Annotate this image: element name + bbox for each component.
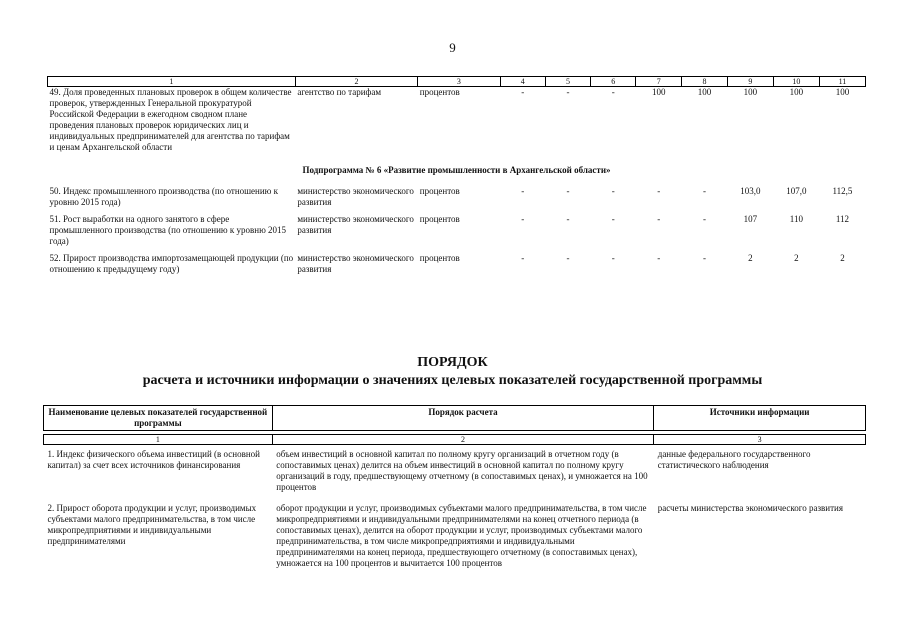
indicator-value: - xyxy=(566,214,570,224)
indicator-name: 1. Индекс физического объема инвестиций (в основной капитал) за счет всех источников финансирования xyxy=(47,449,260,470)
indicator-name: 2. Прирост оборота продукции и услуг, производимых субъектами малого предпринимательства, в том числе микропредприятиями и индивидуальными предпринимателями xyxy=(47,503,257,546)
page-number: 9 xyxy=(449,40,456,55)
calculation-method: оборот продукции и услуг, производимых субъектами малого предпринимательства, в том числе микропредприятиями и индивидуальными предпринимателями на конец отчетного периода (в сопоставимых ценах), делится на оборот продукции и услуг, производимых субъектами малого предпринимательства, в том числе микропредприятиями и индивидуальными предпринимателями на конец периода, предшествующего отчетному (в сопоставимых ценах), умножается на 100 процентов и вычитается 100 процентов xyxy=(276,503,647,568)
col-number: 3 xyxy=(654,435,866,445)
indicator-value: - xyxy=(702,253,706,263)
subprogram-title: Подпрограмма № 6 «Развитие промышленности в Архангельской области» xyxy=(302,165,611,175)
indicator-value: - xyxy=(566,253,570,263)
indicator-value: - xyxy=(657,186,661,196)
executor: министерство экономического развития xyxy=(297,214,414,235)
indicator-value: 100 xyxy=(697,87,712,97)
col-number: 6 xyxy=(591,77,636,87)
indicator-value: 107 xyxy=(743,214,758,224)
indicator-value: 107,0 xyxy=(786,186,807,196)
unit: процентов xyxy=(419,214,460,224)
col-number: 3 xyxy=(418,77,500,87)
executor: агентство по тарифам xyxy=(297,87,382,97)
information-source: расчеты министерства экономического развития xyxy=(657,503,843,513)
indicator-value: - xyxy=(566,186,570,196)
indicator-value: - xyxy=(702,186,706,196)
indicator-value: - xyxy=(702,214,706,224)
indicator-value: 103,0 xyxy=(740,186,761,196)
col-number: 4 xyxy=(500,77,545,87)
column-number-row xyxy=(44,435,866,445)
col-number: 1 xyxy=(48,77,296,87)
col-number: 1 xyxy=(44,435,273,445)
indicator-value: 2 xyxy=(794,253,799,263)
indicator-name: 50. Индекс промышленного производства (по отношению к уровню 2015 года) xyxy=(49,186,279,207)
indicator-value: - xyxy=(611,253,615,263)
header-method: Порядок расчета xyxy=(272,406,653,431)
indicator-value: 100 xyxy=(652,87,666,97)
table-row xyxy=(48,253,866,281)
executor: министерство экономического развития xyxy=(297,186,414,207)
indicator-value: - xyxy=(566,87,570,97)
col-number: 10 xyxy=(773,77,819,87)
unit: процентов xyxy=(419,186,460,196)
header-indicator: Наименование целевых показателей государственной программы xyxy=(44,406,273,431)
table-row xyxy=(48,214,866,253)
indicator-value: - xyxy=(657,253,661,263)
column-number-row xyxy=(48,77,866,87)
indicator-value: - xyxy=(657,214,661,224)
indicator-value: 2 xyxy=(748,253,753,263)
calculation-table xyxy=(43,405,866,575)
col-number: 8 xyxy=(682,77,728,87)
section-subtitle: расчета и источники информации о значениях целевых показателей государственной программы xyxy=(142,373,763,388)
information-source: данные федерального государственного статистического наблюдения xyxy=(657,449,811,470)
unit: процентов xyxy=(419,87,460,97)
col-number: 9 xyxy=(727,77,773,87)
subprogram-row xyxy=(48,159,866,186)
indicator-value: 112 xyxy=(835,214,850,224)
indicator-value: - xyxy=(611,87,615,97)
indicator-value: - xyxy=(521,186,525,196)
section-title: ПОРЯДОК xyxy=(417,355,488,370)
indicator-value: - xyxy=(611,186,615,196)
indicator-value: 110 xyxy=(789,214,803,224)
indicator-value: - xyxy=(521,87,525,97)
col-number: 7 xyxy=(636,77,682,87)
indicator-value: - xyxy=(521,253,525,263)
table-row xyxy=(48,87,866,160)
table-row xyxy=(44,499,866,575)
col-number: 5 xyxy=(545,77,590,87)
indicator-value: - xyxy=(521,214,525,224)
indicator-value: 100 xyxy=(743,87,758,97)
unit: процентов xyxy=(419,253,460,263)
indicator-value: 100 xyxy=(835,87,850,97)
indicator-value: - xyxy=(611,214,615,224)
indicator-value: 112,5 xyxy=(832,186,853,196)
header-row xyxy=(44,406,866,431)
col-number: 11 xyxy=(819,77,865,87)
table-row xyxy=(48,186,866,214)
indicator-value: 100 xyxy=(789,87,804,97)
col-number: 2 xyxy=(295,77,417,87)
indicators-table xyxy=(47,76,866,281)
indicator-name: 52. Прирост производства импортозамещающей продукции (по отношению к предыдущему году) xyxy=(49,253,294,274)
indicator-name: 49. Доля проведенных плановых проверок в общем количестве проверок, утвержденных Генеральной прокуратурой Российской Федерации в ежегодном сводном плане проведения плановых проверок юридических лиц и индивидуальных предпринимателей для агентства по тарифам и ценам Архангельской области xyxy=(49,87,292,152)
calculation-method: объем инвестиций в основной капитал по полному кругу организаций в отчетном году (в сопоставимых ценах) делится на объем инвестиций в основной капитал по полному кругу организаций в году, предшествующему отчетному (в сопоставимых ценах), и умножается на 100 процентов xyxy=(276,449,648,492)
table-row xyxy=(44,445,866,500)
executor: министерство экономического развития xyxy=(297,253,414,274)
header-source: Источники информации xyxy=(654,406,866,431)
indicator-value: 2 xyxy=(840,253,845,263)
col-number: 2 xyxy=(272,435,653,445)
indicator-name: 51. Рост выработки на одного занятого в сфере промышленного производства (по отношению к уровню 2015 года) xyxy=(49,214,287,246)
